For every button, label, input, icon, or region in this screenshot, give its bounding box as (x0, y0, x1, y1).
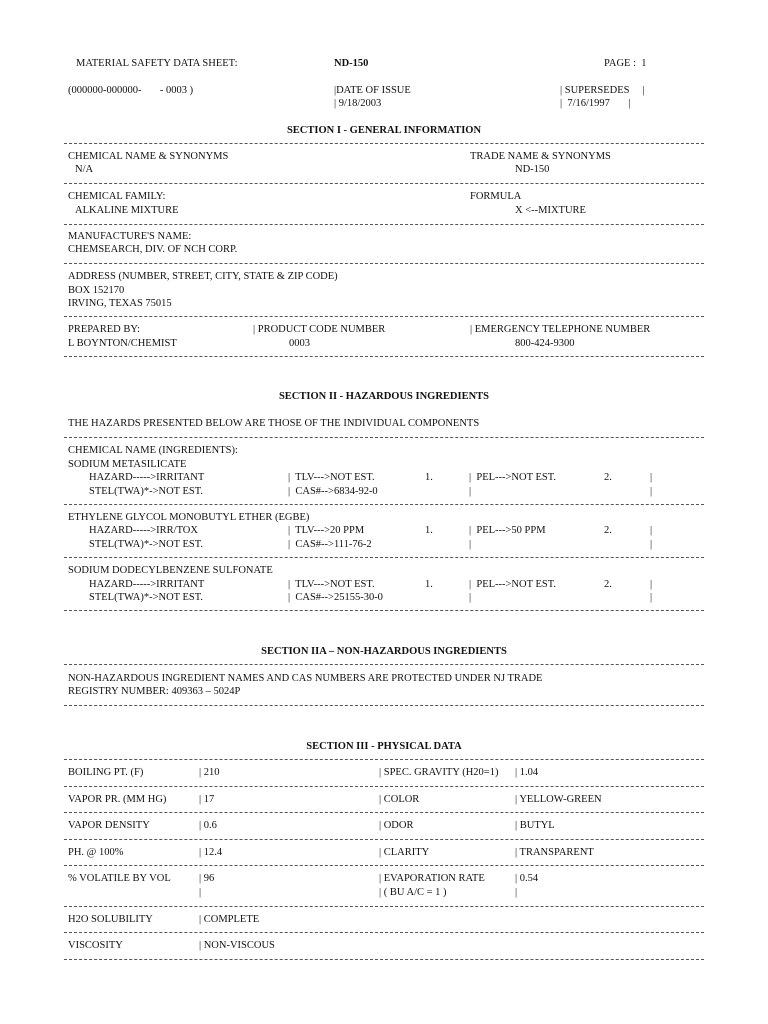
column-bar: | (650, 579, 653, 590)
trade-name-label: TRADE NAME & SYNONYMS (470, 151, 611, 162)
divider (64, 504, 704, 505)
manufacturer-value: CHEMSEARCH, DIV. OF NCH CORP. (68, 244, 238, 255)
ingredient-tlv: | TLV--->NOT EST. (288, 579, 375, 590)
ingredient-pel: | PEL--->NOT EST. (469, 472, 556, 483)
divider (64, 705, 704, 706)
document-title: MATERIAL SAFETY DATA SHEET: (76, 58, 238, 69)
divider (64, 932, 704, 933)
ingredients-label: CHEMICAL NAME (INGREDIENTS): (68, 445, 238, 456)
hazards-intro: THE HAZARDS PRESENTED BELOW ARE THOSE OF THE INDIVIDUAL COMPONENTS (68, 418, 480, 429)
ingredient-tlv: | TLV--->20 PPM (288, 525, 365, 536)
ingredient-stel: STEL(TWA)*->NOT EST. (89, 539, 204, 550)
column-bar: | (199, 887, 202, 898)
manufacturer-label: MANUFACTURE'S NAME: (68, 231, 192, 242)
property-value: | 96 (199, 873, 215, 884)
divider (64, 664, 704, 665)
property-value: | 17 (199, 794, 215, 805)
non-hazardous-line-1: NON-HAZARDOUS INGREDIENT NAMES AND CAS NUMBERS ARE PROTECTED UNDER NJ TRADE (68, 673, 543, 684)
trade-name-value: ND-150 (515, 164, 550, 175)
divider (64, 143, 704, 144)
column-bar: | (469, 486, 472, 497)
column-bar: | (650, 592, 653, 603)
ingredient-stel: STEL(TWA)*->NOT EST. (89, 592, 204, 603)
column-bar: | (650, 525, 653, 536)
property-value: | TRANSPARENT (515, 847, 594, 858)
product-name: ND-150 (334, 58, 369, 69)
divider (64, 610, 704, 611)
divider (64, 437, 704, 438)
ingredient-hazard: HAZARD----->IRRITANT (89, 472, 205, 483)
property-label: | SPEC. GRAVITY (H20=1) (379, 767, 499, 778)
column-bar: | (515, 887, 518, 898)
property-value: | 0.54 (515, 873, 539, 884)
section-3-title: SECTION III - PHYSICAL DATA (306, 741, 462, 752)
ingredient-pel-note: 2. (604, 579, 612, 590)
property-value: | 210 (199, 767, 220, 778)
non-hazardous-line-2: REGISTRY NUMBER: 409363 – 5024P (68, 686, 241, 697)
property-label: VAPOR DENSITY (68, 820, 150, 831)
address-line-2: IRVING, TEXAS 75015 (68, 298, 172, 309)
divider (64, 557, 704, 558)
section-2-title: SECTION II - HAZARDOUS INGREDIENTS (278, 391, 490, 402)
ingredient-hazard: HAZARD----->IRRITANT (89, 579, 205, 590)
chemical-name-label: CHEMICAL NAME & SYNONYMS (68, 151, 229, 162)
ingredient-name: SODIUM METASILICATE (68, 459, 187, 470)
ingredient-cas: | CAS#-->25155-30-0 (288, 592, 383, 603)
section-2a-title: SECTION IIA – NON-HAZARDOUS INGREDIENTS (261, 646, 507, 657)
ingredient-hazard: HAZARD----->IRR/TOX (89, 525, 198, 536)
ingredient-tlv-note: 1. (425, 472, 433, 483)
ingredient-name: ETHYLENE GLYCOL MONOBUTYL ETHER (EGBE) (68, 512, 310, 523)
column-bar: | (650, 486, 653, 497)
product-code-value: 0003 (289, 338, 310, 349)
formula-value: X <--MIXTURE (515, 205, 586, 216)
column-bar: | (469, 539, 472, 550)
property-value: | YELLOW-GREEN (515, 794, 602, 805)
property-label-note: | ( BU A/C = 1 ) (379, 887, 447, 898)
property-value: | BUTYL (515, 820, 555, 831)
divider (64, 356, 704, 357)
formula-label: FORMULA (470, 191, 522, 202)
emergency-phone-value: 800-424-9300 (515, 338, 575, 349)
property-label: BOILING PT. (F) (68, 767, 144, 778)
ingredient-pel: | PEL--->NOT EST. (469, 579, 556, 590)
column-bar: | (650, 539, 653, 550)
divider (64, 786, 704, 787)
column-bar: | (650, 472, 653, 483)
divider (64, 316, 704, 317)
property-label: | CLARITY (379, 847, 430, 858)
property-label: VISCOSITY (68, 940, 123, 951)
ingredient-pel-note: 2. (604, 525, 612, 536)
property-label: | EVAPORATION RATE (379, 873, 485, 884)
property-value: | 1.04 (515, 767, 539, 778)
divider (64, 959, 704, 960)
column-bar: | (469, 592, 472, 603)
ingredient-tlv-note: 1. (425, 525, 433, 536)
emergency-phone-label: | EMERGENCY TELEPHONE NUMBER (470, 324, 651, 335)
ingredient-stel: STEL(TWA)*->NOT EST. (89, 486, 204, 497)
address-label: ADDRESS (NUMBER, STREET, CITY, STATE & ZIP CODE) (68, 271, 338, 282)
ingredient-cas: | CAS#-->6834-92-0 (288, 486, 378, 497)
supersedes-label: | SUPERSEDES | (560, 85, 645, 96)
section-1-title: SECTION I - GENERAL INFORMATION (286, 125, 482, 136)
prepared-by-value: L BOYNTON/CHEMIST (68, 338, 177, 349)
property-value: | COMPLETE (199, 914, 260, 925)
document-code: (000000-000000- - 0003 ) (68, 85, 194, 96)
divider (64, 865, 704, 866)
ingredient-tlv-note: 1. (425, 579, 433, 590)
chemical-family-label: CHEMICAL FAMILY: (68, 191, 166, 202)
property-label: PH. @ 100% (68, 847, 124, 858)
ingredient-name: SODIUM DODECYLBENZENE SULFONATE (68, 565, 273, 576)
property-value: | 12.4 (199, 847, 223, 858)
divider (64, 839, 704, 840)
property-value: | NON-VISCOUS (199, 940, 275, 951)
property-label: H2O SOLUBILITY (68, 914, 153, 925)
divider (64, 224, 704, 225)
chemical-family-value: ALKALINE MIXTURE (75, 205, 179, 216)
supersedes-date: | 7/16/1997 | (560, 98, 631, 109)
divider (64, 906, 704, 907)
property-label: | ODOR (379, 820, 414, 831)
issue-date: | 9/18/2003 (334, 98, 382, 109)
divider (64, 812, 704, 813)
ingredient-cas: | CAS#-->111-76-2 (288, 539, 372, 550)
product-code-label: | PRODUCT CODE NUMBER (253, 324, 386, 335)
property-value: | 0.6 (199, 820, 217, 831)
prepared-by-label: PREPARED BY: (68, 324, 140, 335)
ingredient-tlv: | TLV--->NOT EST. (288, 472, 375, 483)
property-label: VAPOR PR. (MM HG) (68, 794, 167, 805)
ingredient-pel-note: 2. (604, 472, 612, 483)
divider (64, 183, 704, 184)
chemical-name-value: N/A (75, 164, 94, 175)
divider (64, 759, 704, 760)
address-line-1: BOX 152170 (68, 285, 125, 296)
ingredient-pel: | PEL--->50 PPM (469, 525, 546, 536)
page-number: PAGE : 1 (604, 58, 647, 69)
property-label: % VOLATILE BY VOL (68, 873, 171, 884)
property-label: | COLOR (379, 794, 420, 805)
issue-date-label: |DATE OF ISSUE (334, 85, 411, 96)
divider (64, 263, 704, 264)
